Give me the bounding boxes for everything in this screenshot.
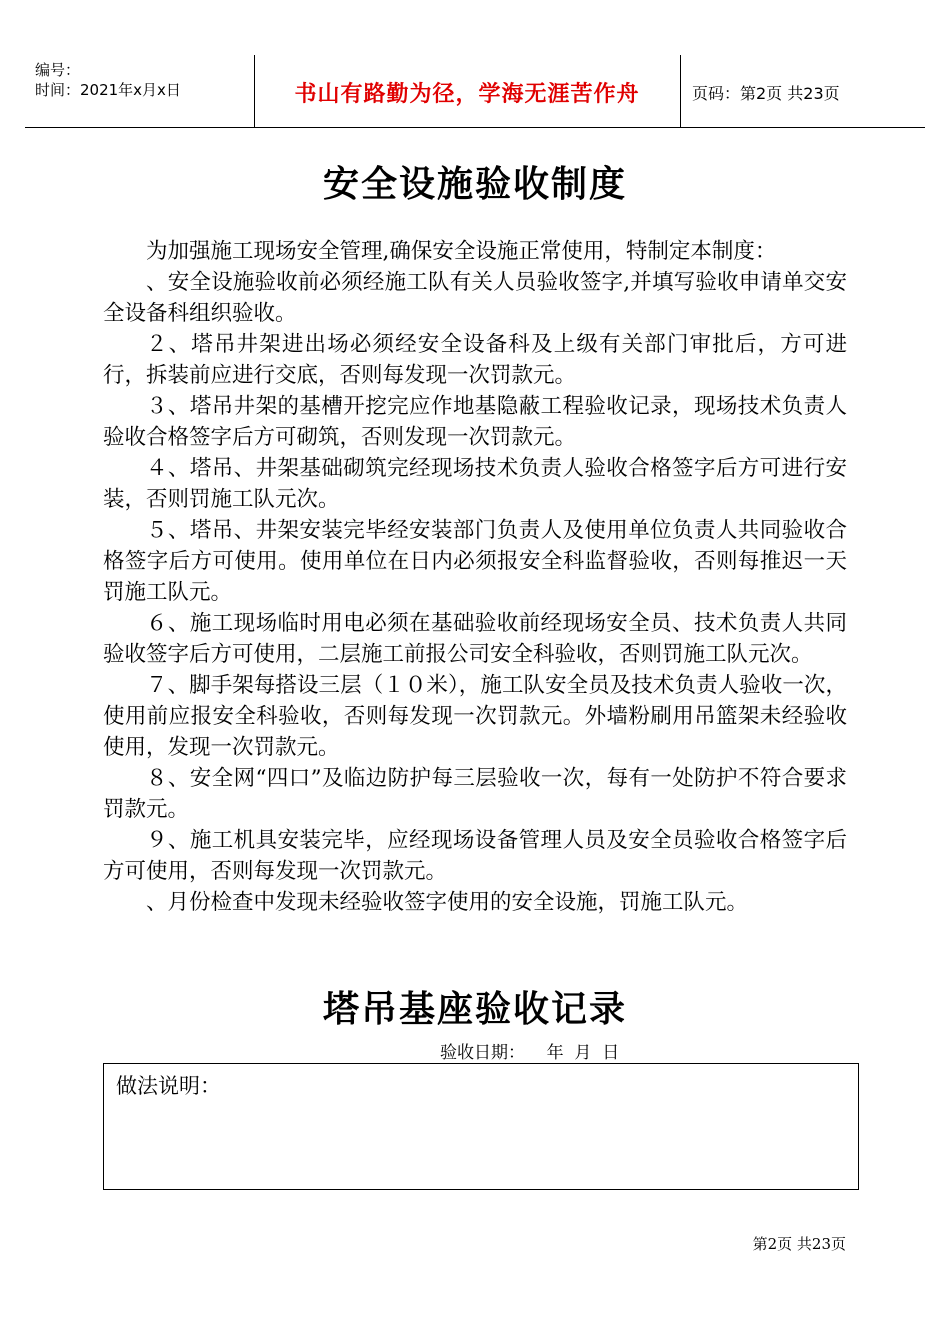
header-meta-cell [25,55,255,127]
paragraph-item-3: ３、塔吊井架的基槽开挖完应作地基隐蔽工程验收记录，现场技术负责人验收合格签字后方可砌筑，否则发现一次罚款元。 [103,394,847,450]
paragraph-item-5: ５、塔吊、井架安装完毕经安装部门负责人及使用单位负责人共同验收合格签字后方可使用。使用单位在日内必须报安全科监督验收，否则每推迟一天罚施工队元。 [103,518,847,605]
acceptance-date: 验收日期： 年 月 日 [440,1043,620,1063]
paragraph-item-1: 、安全设施验收前必须经施工队有关人员验收签字,并填写验收申请单交安全设备科组织验收。 [103,270,847,326]
header-page-cell [680,55,925,127]
paragraph-intro: 为加强施工现场安全管理,确保安全设施正常使用，特制定本制度： [146,239,777,264]
method-description-box [103,1063,859,1190]
header-motto-cell [254,55,681,127]
page-footer: 第2页 共23页 [752,1235,846,1253]
time-label: 时间：2021年x月x日 [35,81,181,99]
motto: 书山有路勤为径，学海无涯苦作舟 [294,82,640,107]
paragraph-item-4: ４、塔吊、井架基础砌筑完经现场技术负责人验收合格签字后方可进行安装，否则罚施工队元次。 [103,456,847,512]
number-label: 编号： [35,61,81,79]
header-page-info: 页码：第2页 共23页 [692,84,840,103]
document-title: 安全设施验收制度 [322,163,627,205]
paragraph-item-7: ７、脚手架每搭设三层（１０米），施工队安全员及技术负责人验收一次，使用前应报安全科验收，否则每发现一次罚款元。外墙粉刷用吊篮架未经验收使用，发现一次罚款元。 [103,673,847,760]
record-title: 塔吊基座验收记录 [322,988,627,1030]
paragraph-item-2: ２、塔吊井架进出场必须经安全设备科及上级有关部门审批后，方可进行，拆装前应进行交底，否则每发现一次罚款元。 [103,332,847,388]
document-body [103,236,847,918]
paragraph-item-9: ９、施工机具安装完毕，应经现场设备管理人员及安全员验收合格签字后方可使用，否则每发现一次罚款元。 [103,828,847,884]
method-label: 做法说明： [116,1074,221,1098]
paragraph-item-10: 、月份检查中发现未经验收签字使用的安全设施，罚施工队元。 [146,890,749,915]
paragraph-item-6: ６、施工现场临时用电必须在基础验收前经现场安全员、技术负责人共同验收签字后方可使用，二层施工前报公司安全科验收，否则罚施工队元次。 [103,611,847,667]
page-header [25,55,925,128]
paragraph-item-8: ８、安全网“四口”及临边防护每三层验收一次，每有一处防护不符合要求罚款元。 [103,766,847,822]
